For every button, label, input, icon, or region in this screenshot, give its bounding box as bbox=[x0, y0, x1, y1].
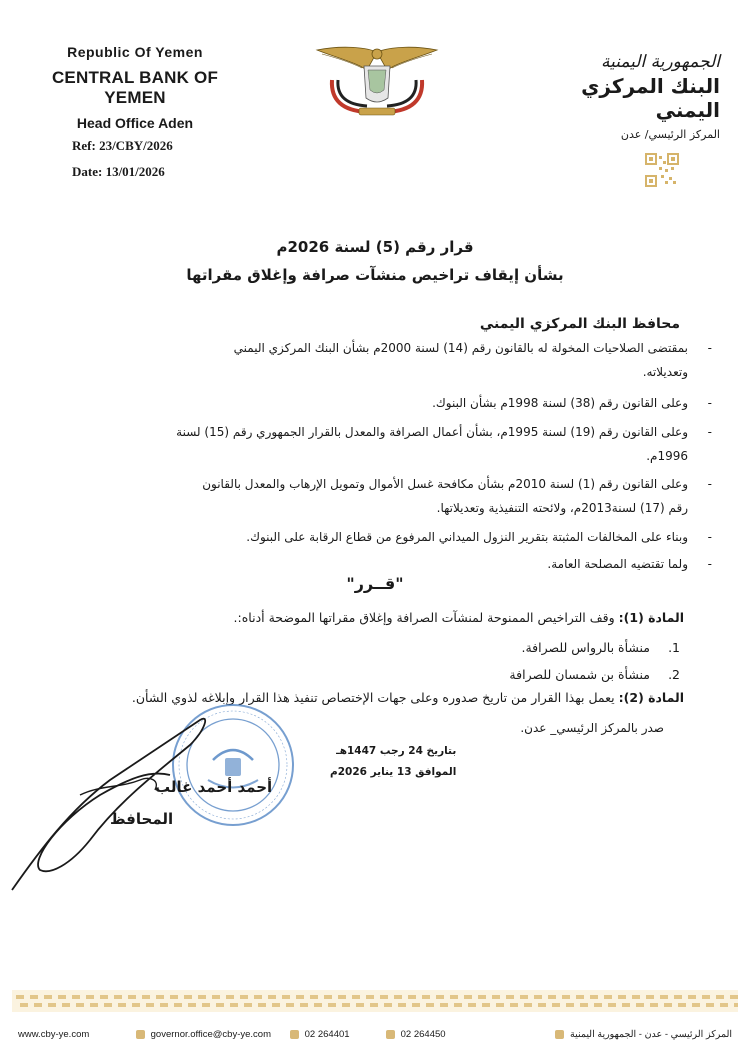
clause-text-continued: 1996م. bbox=[646, 449, 688, 463]
footer-address bbox=[555, 1029, 732, 1040]
clause-text-continued: وتعديلاته. bbox=[642, 365, 688, 379]
clause-5 bbox=[68, 530, 712, 544]
footer bbox=[18, 1029, 732, 1047]
footer-phone-1 bbox=[290, 1029, 350, 1040]
header-bank-name: CENTRAL BANK OF YEMEN bbox=[51, 68, 219, 107]
article-2-label: المادة (2): bbox=[618, 690, 684, 705]
signatory-name: أحمد أحمد غالب bbox=[155, 778, 273, 796]
clause-text: وعلى القانون رقم (38) لسنة 1998م بشأن البنوك. bbox=[432, 396, 688, 410]
phone-icon bbox=[386, 1030, 395, 1039]
header-ar-office: المركز الرئيسي/ عدن bbox=[620, 128, 720, 141]
clause-text-continued: رقم (17) لسنة2013م، ولائحته التنفيذية وتعديلاتها. bbox=[436, 501, 688, 515]
list-item-text: منشأة بن شمسان للصرافة bbox=[509, 667, 650, 682]
footer-website[interactable] bbox=[18, 1029, 89, 1040]
footer-email[interactable] bbox=[136, 1029, 271, 1040]
footer-phone-2-text: 02 264450 bbox=[400, 1029, 446, 1040]
location-icon bbox=[555, 1030, 564, 1039]
clause-text: وعلى القانون رقم (19) لسنة 1995م، بشأن أعمال الصرافة والمعدل بالقرار الجمهوري رقم (15) لسنة bbox=[176, 425, 688, 439]
bullet-dash: - bbox=[707, 396, 712, 410]
date-hijri: بتاريخ 24 رجب 1447هـ bbox=[336, 745, 457, 757]
clause-text: ولما تقتضيه المصلحة العامة. bbox=[547, 557, 688, 571]
clause-text: وبناء على المخالفات المثبتة بتقرير النزول الميداني المرفوع من قطاع الرقابة على البنوك. bbox=[246, 530, 688, 544]
issue-dates bbox=[330, 741, 456, 783]
phone-icon bbox=[290, 1030, 299, 1039]
footer-address-text: المركز الرئيسي - عدن - الجمهورية اليمنية bbox=[570, 1029, 732, 1040]
signatory-title: المحافظ bbox=[110, 810, 174, 828]
bullet-dash: - bbox=[707, 341, 712, 355]
clause-text: وعلى القانون رقم (1) لسنة 2010م بشأن مكافحة غسل الأموال وتمويل الإرهاب والمعدل بالقانون bbox=[202, 477, 688, 491]
article-1-text: وقف التراخيص الممنوحة لمنشآت الصرافة وإغلاق مقراتها الموضحة أدناه:. bbox=[233, 610, 615, 625]
bullet-dash: - bbox=[707, 557, 712, 571]
bullet-dash: - bbox=[707, 530, 712, 544]
issued-at: صدر بالمركز الرئيسي_ عدن. bbox=[520, 721, 664, 735]
bullet-dash: - bbox=[707, 477, 712, 491]
article-1 bbox=[44, 610, 684, 625]
qr-code-icon bbox=[645, 153, 679, 187]
clause-3 bbox=[68, 425, 712, 463]
mail-icon bbox=[136, 1030, 145, 1039]
header-ar-bank-name: البنك المركزي اليمني bbox=[581, 74, 720, 122]
clause-text: بمقتضى الصلاحيات المخولة له بالقانون رقم (14) لسنة 2000م بشأن البنك المركزي اليمني bbox=[233, 341, 688, 355]
bullet-dash: - bbox=[707, 425, 712, 439]
footer-website-text[interactable]: www.cby-ye.com bbox=[18, 1029, 90, 1040]
header-ar-country: الجمهورية اليمنية bbox=[600, 52, 720, 72]
header-arabic bbox=[520, 52, 720, 141]
clause-2 bbox=[68, 396, 712, 410]
reference-number: Ref: 23/CBY/2026 bbox=[72, 138, 173, 153]
clause-6 bbox=[68, 557, 712, 571]
article-2-text: يعمل بهذا القرار من تاريخ صدوره وعلى جهات الإختصاص تنفيذ هذا القرار وإبلاغه لذوي الشأن. bbox=[131, 690, 615, 705]
footer-phone-2 bbox=[386, 1029, 446, 1040]
decree-subject: بشأن إيقاف تراخيص منشآت صرافة وإغلاق مقراتها bbox=[186, 266, 564, 284]
header-english bbox=[30, 44, 240, 131]
list-item-number: 1. bbox=[668, 640, 680, 655]
eagle-emblem-icon bbox=[312, 40, 442, 120]
governor-heading: محافظ البنك المركزي اليمني bbox=[479, 316, 680, 332]
reference-box bbox=[72, 138, 173, 190]
clause-1 bbox=[68, 341, 712, 379]
reference-date: Date: 13/01/2026 bbox=[72, 164, 165, 179]
decided-heading: "قــرر" bbox=[346, 574, 404, 593]
clause-4 bbox=[68, 477, 712, 515]
list-item-text: منشأة بالرواس للصرافة. bbox=[521, 640, 650, 655]
handwritten-signature bbox=[0, 700, 230, 900]
date-gregorian: الموافق 13 يناير 2026م bbox=[330, 766, 457, 778]
header-country: Republic Of Yemen bbox=[67, 44, 203, 60]
header-office: Head Office Aden bbox=[76, 115, 194, 131]
footer-email-text[interactable]: governor.office@cby-ye.com bbox=[150, 1029, 271, 1040]
decree-title: قرار رقم (5) لسنة 2026م bbox=[276, 238, 474, 256]
list-item-number: 2. bbox=[668, 667, 680, 682]
list-item-2 bbox=[509, 667, 680, 682]
footer-phone-1-text: 02 264401 bbox=[304, 1029, 350, 1040]
article-1-label: المادة (1): bbox=[618, 610, 684, 625]
decorative-border bbox=[12, 990, 738, 1012]
list-item-1 bbox=[521, 640, 680, 655]
